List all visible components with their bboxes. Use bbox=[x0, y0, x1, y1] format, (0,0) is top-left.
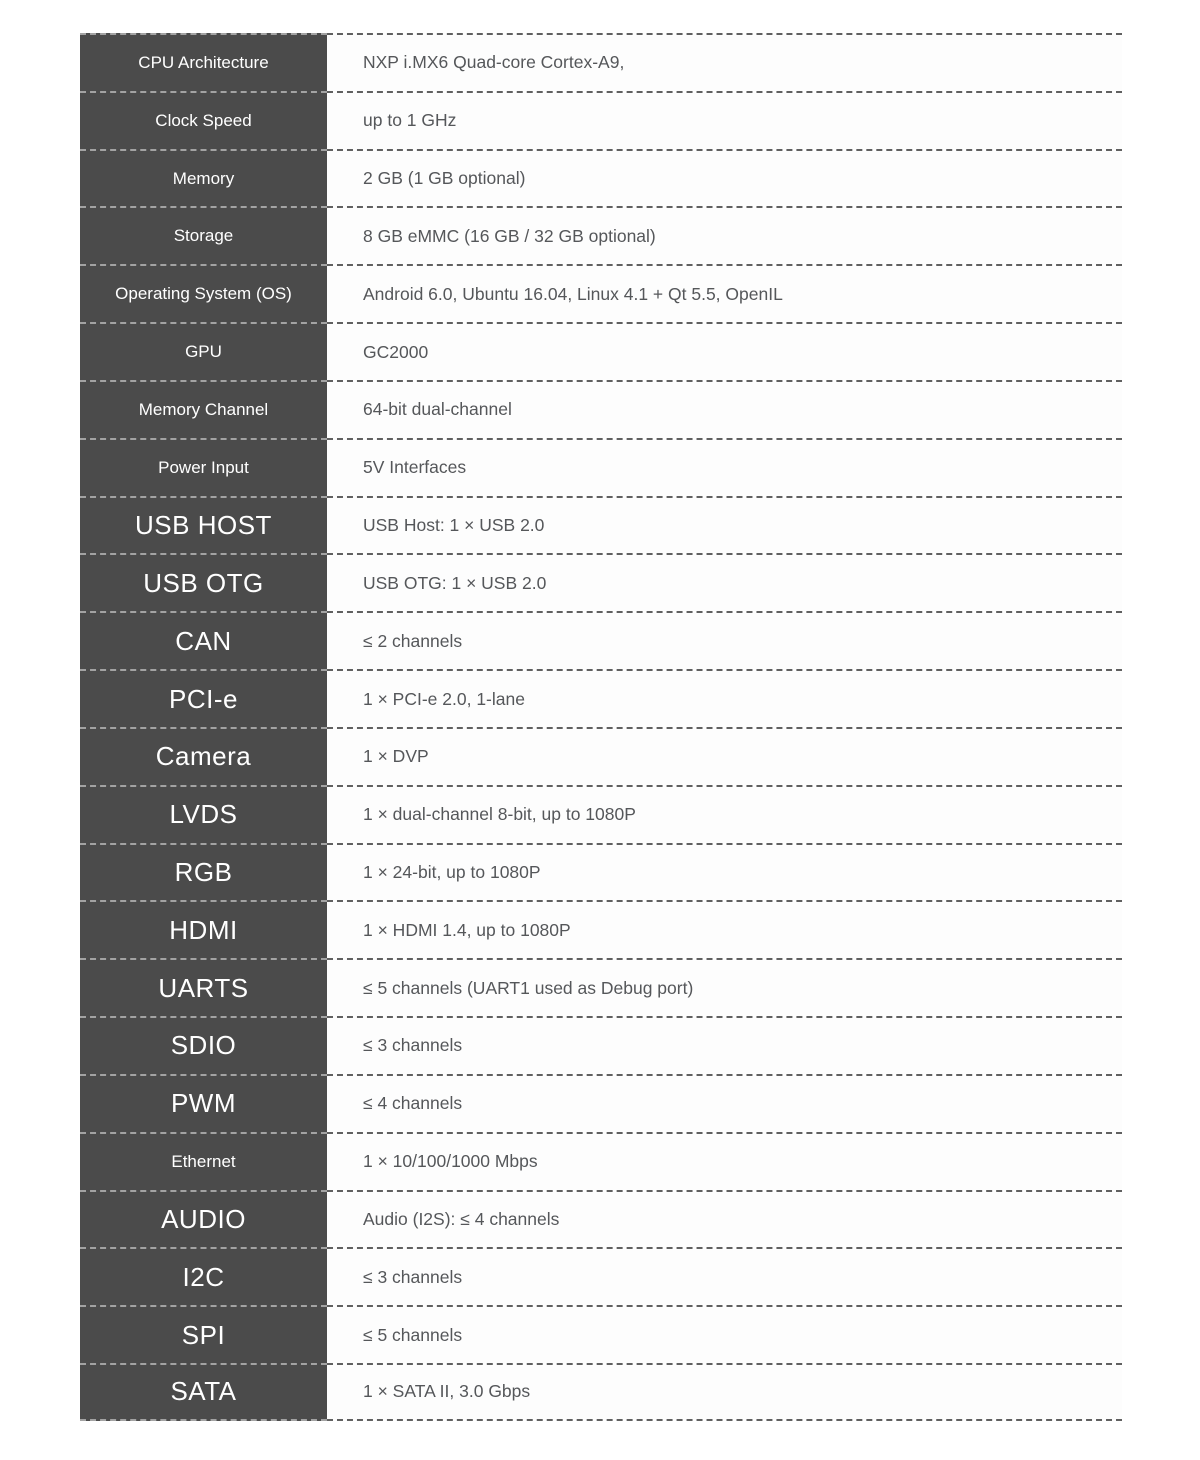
spec-label-power-input: Power Input bbox=[80, 438, 327, 496]
spec-row-memory bbox=[80, 149, 1122, 207]
spec-row-lvds bbox=[80, 785, 1122, 843]
spec-label-can: CAN bbox=[80, 611, 327, 669]
spec-value-pci-e: 1 × PCI-e 2.0, 1-lane bbox=[327, 669, 1122, 727]
spec-row-can bbox=[80, 611, 1122, 669]
spec-label-lvds: LVDS bbox=[80, 785, 327, 843]
spec-label-storage: Storage bbox=[80, 206, 327, 264]
spec-value-memory: 2 GB (1 GB optional) bbox=[327, 149, 1122, 207]
spec-row-camera bbox=[80, 727, 1122, 785]
spec-row-sdio bbox=[80, 1016, 1122, 1074]
spec-label-sdio: SDIO bbox=[80, 1016, 327, 1074]
spec-value-can: ≤ 2 channels bbox=[327, 611, 1122, 669]
spec-row-spi bbox=[80, 1305, 1122, 1363]
spec-label-usb-host: USB HOST bbox=[80, 496, 327, 554]
spec-row-rgb bbox=[80, 843, 1122, 901]
spec-row-cpu-architecture bbox=[80, 33, 1122, 91]
spec-value-usb-otg: USB OTG: 1 × USB 2.0 bbox=[327, 553, 1122, 611]
spec-label-camera: Camera bbox=[80, 727, 327, 785]
spec-row-ethernet bbox=[80, 1132, 1122, 1190]
spec-row-storage bbox=[80, 206, 1122, 264]
spec-value-usb-host: USB Host: 1 × USB 2.0 bbox=[327, 496, 1122, 554]
spec-row-gpu bbox=[80, 322, 1122, 380]
spec-value-sdio: ≤ 3 channels bbox=[327, 1016, 1122, 1074]
spec-label-uarts: UARTS bbox=[80, 958, 327, 1016]
spec-value-rgb: 1 × 24-bit, up to 1080P bbox=[327, 843, 1122, 901]
spec-label-spi: SPI bbox=[80, 1305, 327, 1363]
spec-value-operating-system-os: Android 6.0, Ubuntu 16.04, Linux 4.1 + Qt 5.5, OpenIL bbox=[327, 264, 1122, 322]
spec-row-uarts bbox=[80, 958, 1122, 1016]
spec-row-sata bbox=[80, 1363, 1122, 1421]
spec-row-clock-speed bbox=[80, 91, 1122, 149]
spec-table bbox=[80, 33, 1122, 1421]
spec-value-clock-speed: up to 1 GHz bbox=[327, 91, 1122, 149]
spec-value-sata: 1 × SATA II, 3.0 Gbps bbox=[327, 1363, 1122, 1421]
spec-label-ethernet: Ethernet bbox=[80, 1132, 327, 1190]
spec-value-i2c: ≤ 3 channels bbox=[327, 1247, 1122, 1305]
spec-label-i2c: I2C bbox=[80, 1247, 327, 1305]
spec-row-usb-otg bbox=[80, 553, 1122, 611]
spec-row-power-input bbox=[80, 438, 1122, 496]
spec-label-clock-speed: Clock Speed bbox=[80, 91, 327, 149]
spec-value-power-input: 5V Interfaces bbox=[327, 438, 1122, 496]
spec-value-lvds: 1 × dual-channel 8-bit, up to 1080P bbox=[327, 785, 1122, 843]
spec-row-memory-channel bbox=[80, 380, 1122, 438]
spec-value-pwm: ≤ 4 channels bbox=[327, 1074, 1122, 1132]
spec-row-audio bbox=[80, 1190, 1122, 1248]
spec-label-rgb: RGB bbox=[80, 843, 327, 901]
spec-value-cpu-architecture: NXP i.MX6 Quad-core Cortex-A9, bbox=[327, 33, 1122, 91]
spec-value-audio: Audio (I2S): ≤ 4 channels bbox=[327, 1190, 1122, 1248]
spec-value-storage: 8 GB eMMC (16 GB / 32 GB optional) bbox=[327, 206, 1122, 264]
spec-row-operating-system-os bbox=[80, 264, 1122, 322]
spec-label-audio: AUDIO bbox=[80, 1190, 327, 1248]
spec-label-operating-system-os: Operating System (OS) bbox=[80, 264, 327, 322]
spec-label-memory: Memory bbox=[80, 149, 327, 207]
spec-value-gpu: GC2000 bbox=[327, 322, 1122, 380]
spec-row-pwm bbox=[80, 1074, 1122, 1132]
spec-label-cpu-architecture: CPU Architecture bbox=[80, 33, 327, 91]
spec-label-sata: SATA bbox=[80, 1363, 327, 1421]
spec-value-camera: 1 × DVP bbox=[327, 727, 1122, 785]
spec-value-spi: ≤ 5 channels bbox=[327, 1305, 1122, 1363]
spec-row-pci-e bbox=[80, 669, 1122, 727]
spec-row-usb-host bbox=[80, 496, 1122, 554]
spec-value-memory-channel: 64-bit dual-channel bbox=[327, 380, 1122, 438]
spec-label-pwm: PWM bbox=[80, 1074, 327, 1132]
spec-value-hdmi: 1 × HDMI 1.4, up to 1080P bbox=[327, 900, 1122, 958]
spec-value-uarts: ≤ 5 channels (UART1 used as Debug port) bbox=[327, 958, 1122, 1016]
spec-label-usb-otg: USB OTG bbox=[80, 553, 327, 611]
spec-row-hdmi bbox=[80, 900, 1122, 958]
spec-label-memory-channel: Memory Channel bbox=[80, 380, 327, 438]
spec-label-hdmi: HDMI bbox=[80, 900, 327, 958]
spec-label-pci-e: PCI-e bbox=[80, 669, 327, 727]
spec-value-ethernet: 1 × 10/100/1000 Mbps bbox=[327, 1132, 1122, 1190]
spec-label-gpu: GPU bbox=[80, 322, 327, 380]
spec-row-i2c bbox=[80, 1247, 1122, 1305]
